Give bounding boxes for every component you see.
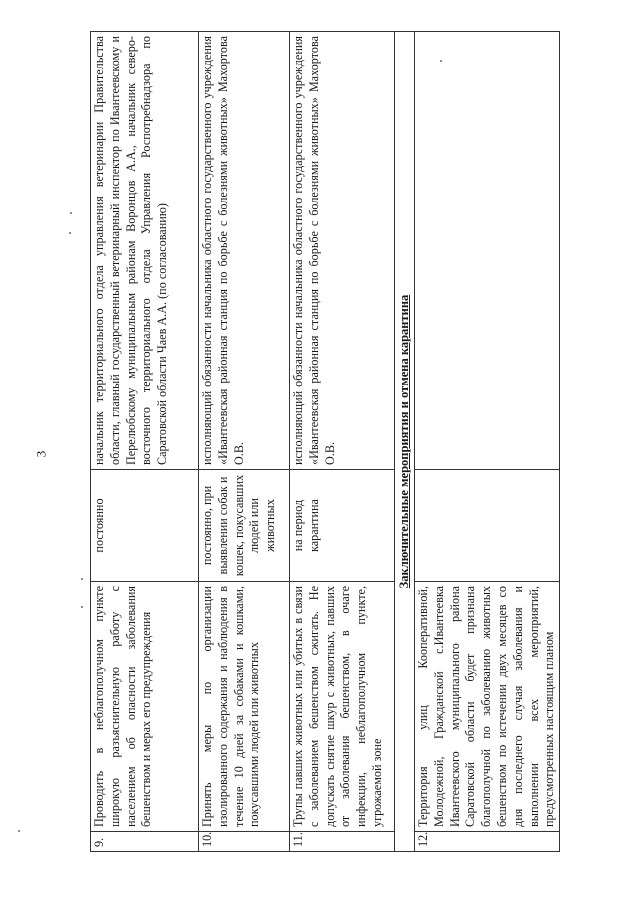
row-responsible: исполняющий обязанности начальника областного государственного учреждения «Ивантеевская районная станция по борьбе с болезнями животных» Махортова О.В. xyxy=(290,32,395,470)
row-number: 11. xyxy=(290,832,395,852)
section-title: Заключительные мероприятия и отмена карантина xyxy=(395,32,415,852)
row-number: 10. xyxy=(199,832,290,852)
row-action: Проводить в неблагополучном пункте широкую разъяснительную работу с населением об опасности заболевания бешенством и мерах его предупреждения xyxy=(91,582,199,832)
row-number: 9. xyxy=(91,832,199,852)
row-number: 12. xyxy=(415,832,560,852)
page-number: 3 xyxy=(33,450,49,458)
row-term: постоянно xyxy=(91,470,199,582)
row-responsible: начальник территориального отдела управления ветеринарии Правительства области, главный государственный ветеринарный инспектор по Ивантеевскому и Перелюбскому муниципальным районам Воронцов А.А., начальник северо-восточного территориального отдела Управления Роспотребнадзора по Саратовской области Чаев А.А. (по согласованию) xyxy=(91,32,199,470)
table-row xyxy=(199,32,290,852)
row-responsible: исполняющий обязанности начальника областного государственного учреждения «Ивантеевская районная станция по борьбе с болезнями животных» Махортова О.В. xyxy=(199,32,290,470)
row-action: Принять меры по организации изолированного содержания и наблюдения в течение 10 дней за собаками и кошками, покусавшими людей или животных xyxy=(199,582,290,832)
rotated-table-wrapper xyxy=(90,32,557,852)
row-term: постоянно, при выявлении собак и кошек, покусавших людей или животных xyxy=(199,470,290,582)
section-heading-row xyxy=(395,32,415,852)
table-row xyxy=(91,32,199,852)
row-action: Территория улиц Кооперативной, Молодежной, Гражданской с.Ивантеевка Ивантеевского муниципального района Саратовской области будет признана благополучной по заболеванию животных бешенством по истечении двух месяцев со дня последнего случая заболевания и выполнении всех мероприятий, предусмотренных настоящим планом xyxy=(415,582,560,832)
row-term: на период карантина xyxy=(290,470,395,582)
plan-table xyxy=(90,31,560,852)
table-row xyxy=(290,32,395,852)
row-action: Трупы павших животных или убитых в связи с заболеванием бешенством сжигать. Не допускать снятие шкур с животных, павших от заболевания бешенством, в очаге инфекции, неблагополучном пункте, угрожаемой зоне xyxy=(290,582,395,832)
row-term xyxy=(415,470,560,582)
row-responsible xyxy=(415,32,560,470)
table-row xyxy=(415,32,560,852)
